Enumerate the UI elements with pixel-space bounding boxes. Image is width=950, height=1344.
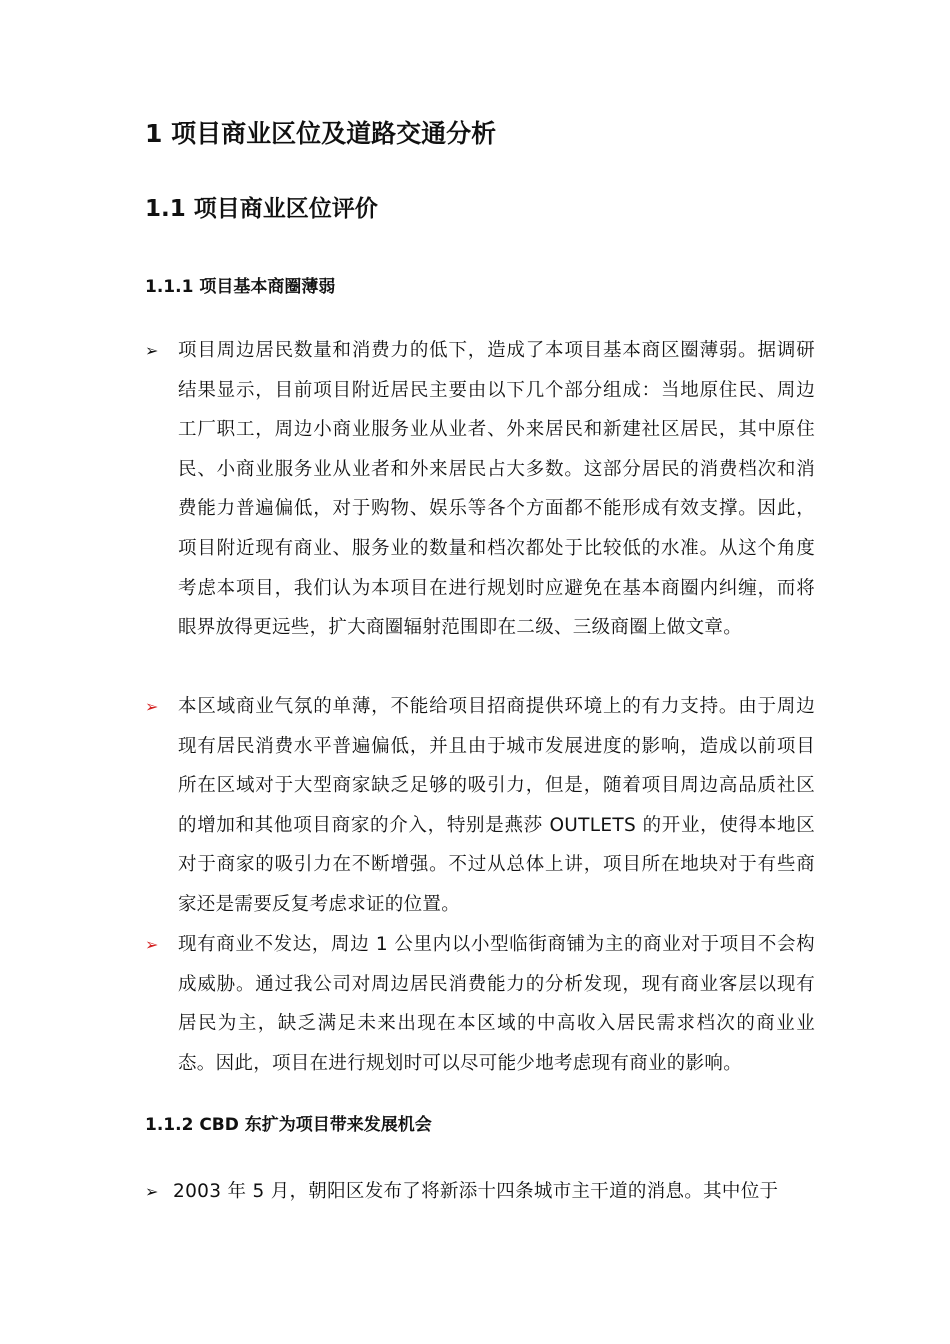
heading-level-1: 1 项目商业区位及道路交通分析 [145, 119, 497, 148]
arrow-bullet-icon: ➢ [145, 341, 159, 360]
bullet-item [145, 925, 815, 1083]
bullet-item [145, 331, 815, 648]
arrow-bullet-icon: ➢ [145, 935, 159, 954]
heading-level-3-cbd-expansion: 1.1.2 CBD 东扩为项目带来发展机会 [145, 1115, 432, 1135]
bullet-item [145, 687, 815, 925]
heading-level-3-weak-trade-area: 1.1.1 项目基本商圈薄弱 [145, 277, 336, 297]
arrow-bullet-icon: ➢ [145, 697, 159, 716]
heading-level-2: 1.1 项目商业区位评价 [145, 196, 378, 222]
bullet-item [145, 1172, 815, 1212]
bullet-paragraph: 项目周边居民数量和消费力的低下，造成了本项目基本商区圈薄弱。据调研结果显示，目前项目附近居民主要由以下几个部分组成：当地原住民、周边工厂职工，周边小商业服务业从业者、外来居民和新建社区居民，其中原住民、小商业服务业从业者和外来居民占大多数。这部分居民的消费档次和消费能力普遍偏低，对于购物、娱乐等各个方面都不能形成有效支撑。因此，项目附近现有商业、服务业的数量和档次都处于比较低的水准。从这个角度考虑本项目，我们认为本项目在进行规划时应避免在基本商圈内纠缠，而将眼界放得更远些，扩大商圈辐射范围即在二级、三级商圈上做文章。 [178, 340, 815, 639]
bullet-paragraph: 本区域商业气氛的单薄，不能给项目招商提供环境上的有力支持。由于周边现有居民消费水平普遍偏低，并且由于城市发展进度的影响，造成以前项目所在区域对于大型商家缺乏足够的吸引力，但是，随着项目周边高品质社区的增加和其他项目商家的介入，特别是燕莎 OUTLETS 的开业，使得本地区对于商家的吸引力在不断增强。不过从总体上讲，项目所在地块对于有些商家还是需要反复考虑求证的位置。 [178, 696, 815, 915]
bullet-paragraph: 现有商业不发达，周边 1 公里内以小型临街商铺为主的商业对于项目不会构成威胁。通过我公司对周边居民消费能力的分析发现，现有商业客层以现有居民为主，缺乏满足未来出现在本区域的中高收入居民需求档次的商业业态。因此，项目在进行规划时可以尽可能少地考虑现有商业的影响。 [178, 934, 815, 1074]
arrow-bullet-icon: ➢ [145, 1182, 159, 1201]
bullet-paragraph: 2003 年 5 月，朝阳区发布了将新添十四条城市主干道的消息。其中位于 [173, 1181, 779, 1202]
